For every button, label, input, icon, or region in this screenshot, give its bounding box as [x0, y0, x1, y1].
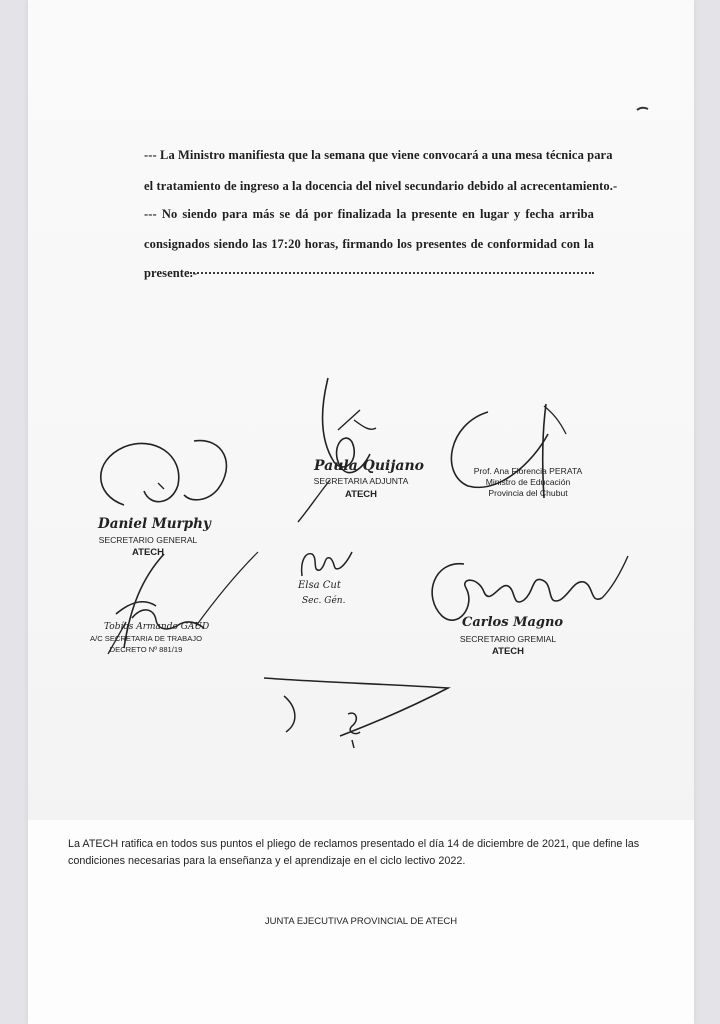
murphy-org: ATECH	[131, 547, 165, 558]
gaud-role: A/C SECRETARIA DE TRABAJO	[90, 634, 202, 643]
center-note-line1: Elsa Cut	[298, 580, 341, 591]
bottom-signature-drawing	[256, 670, 456, 760]
quijano-handwritten-name: Paula Quijano	[314, 458, 425, 474]
document-page	[28, 0, 694, 1024]
gaud-signature-drawing	[72, 548, 262, 660]
center-note-line2: Sec. Gén.	[302, 596, 346, 606]
quijano-role: SECRETARIA ADJUNTA	[313, 476, 409, 486]
perata-role-line: Ministro de Educación	[485, 477, 571, 487]
murphy-handwritten-name: Daniel Murphy	[98, 516, 211, 532]
paragraph2-line3-text: presente.-	[144, 266, 198, 280]
footer-paragraph: La ATECH ratifica en todos sus puntos el pliego de reclamos presentado el día 14 de diciembre de 2021, que define las condiciones necesarias para la enseñanza y el aprendizaje en el ciclo lectivo 2022.	[68, 838, 640, 867]
center-signature-drawing	[296, 546, 356, 582]
perata-province-line: Provincia del Chubut	[488, 488, 568, 498]
paragraph1-line1: --- La Ministro manifiesta que la semana que viene convocará a una mesa técnica para	[144, 148, 613, 162]
quijano-signature-drawing	[290, 370, 390, 530]
right-margin-background	[694, 0, 720, 1024]
dotted-fill-line	[190, 272, 594, 274]
paragraph2-line1: --- No siendo para más se dá por finalizada la presente en lugar y fecha arriba	[144, 207, 594, 221]
quijano-org: ATECH	[344, 489, 378, 500]
magno-handwritten-name: Carlos Magno	[462, 615, 564, 630]
paragraph2-line3	[144, 266, 594, 281]
gaud-handwritten-name: Tobías Armando GAUD	[104, 622, 210, 632]
paragraph2-line2: consignados siendo las 17:20 horas, firmando los presentes de conformidad con la	[144, 237, 594, 251]
murphy-signature-drawing	[84, 425, 244, 525]
footer-signoff: JUNTA EJECUTIVA PROVINCIAL DE ATECH	[264, 916, 458, 927]
scan-mark	[636, 104, 650, 114]
paragraph1-line2: el tratamiento de ingreso a la docencia del nivel secundario debido al acrecentamiento.-	[144, 179, 618, 193]
left-margin-background	[0, 0, 28, 1024]
magno-org: ATECH	[491, 646, 525, 657]
perata-name-line: Prof. Ana Florencia PERATA	[473, 466, 583, 476]
gaud-decree: DECRETO Nº 881/19	[109, 645, 183, 654]
murphy-role: SECRETARIO GENERAL	[98, 535, 198, 545]
magno-role: SECRETARIO GREMIAL	[459, 634, 557, 644]
